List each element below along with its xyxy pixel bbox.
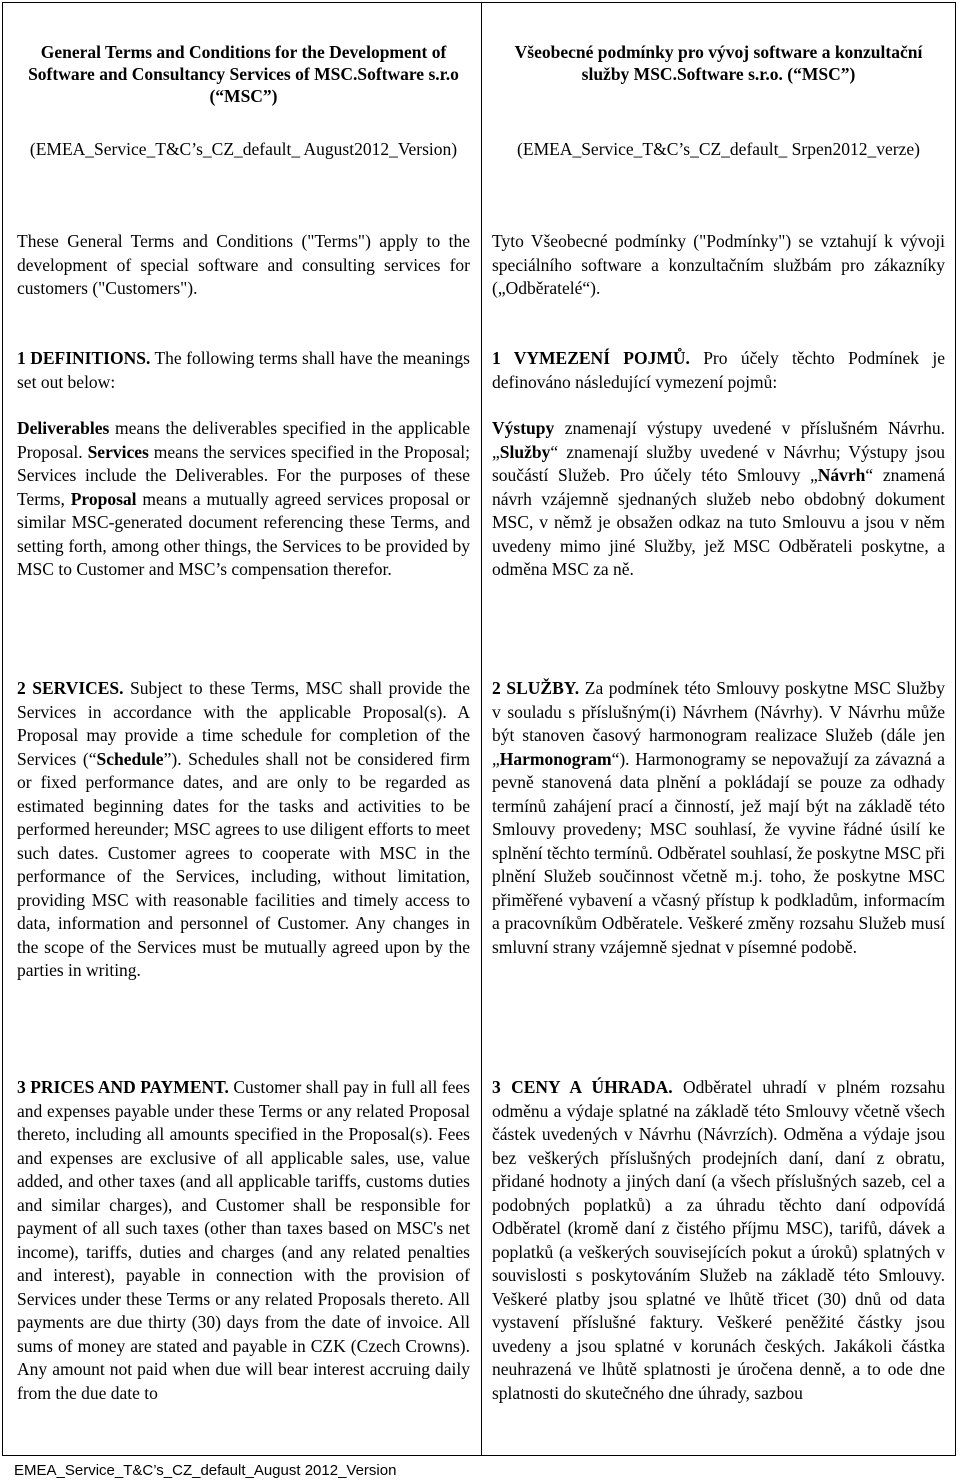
- term: Proposal: [70, 488, 137, 509]
- english-section-1-definitions: [17, 417, 470, 582]
- term: Services: [87, 441, 149, 462]
- term: Návrh: [817, 465, 866, 485]
- definition-text: znamenají výstupy uvedené v příslušném Návrhu. „: [492, 418, 945, 462]
- english-version: (EMEA_Service_T&C’s_CZ_default_ August2012_Version): [29, 139, 458, 159]
- definition-text: means the deliverables specified in the applicable Proposal.: [17, 418, 470, 462]
- czech-section-3: [492, 1076, 945, 1405]
- section-title: 3 PRICES AND PAYMENT.: [17, 1077, 229, 1097]
- english-section-3: [17, 1076, 470, 1405]
- definition-text: “ znamená návrh vzájemně sjednaných služeb nebo obdobný dokument MSC, v němž je obsažen odkaz na tuto Smlouvu a jsou v něm uvedeny mimo jiné Služby, jež MSC Odběrateli poskytne, a odměna MSC za ně.: [492, 465, 945, 579]
- czech-intro: Tyto Všeobecné podmínky ("Podmínky") se vztahují k vývoji speciálního software a konzultačním službám pro zákazníky („Odběratelé“).: [492, 231, 945, 298]
- term: Výstupy: [492, 418, 555, 438]
- english-intro: These General Terms and Conditions ("Terms") apply to the development of special software and consulting services for customers ("Customers").: [17, 231, 470, 298]
- section-text: Pro účely těchto Podmínek je definováno následující vymezení pojmů:: [492, 348, 945, 392]
- czech-title: Všeobecné podmínky pro vývoj software a konzultační služby MSC.Software s.r.o. (“MSC”): [514, 42, 923, 84]
- term: Služby: [499, 441, 551, 462]
- definition-text: means the services specified in the Proposal; Services include the Deliverables. For the purposes of these Terms,: [17, 441, 471, 509]
- czech-section-1-definitions: [492, 417, 945, 582]
- section-title: 3 CENY A ÚHRADA.: [492, 1077, 673, 1097]
- section-title: 1 VYMEZENÍ POJMŮ.: [492, 348, 690, 368]
- section-text: “). Harmonogramy se nepovažují za závazná a pevně stanovená data plnění a pokládají se pouze za odhady termínů zahájení prací a činností, jež mají být na základě této Smlouvy provedeny; MSC souhlasí, že vyvine řádné úsilí ke splnění těchto termínů. Odběratel souhlasí, že poskytne MSC při plnění Služeb součinnost včetně m.j. toho, že poskytne MSC přiměřené vybavení a včasný přístup k podkladům, informacím a pracovníkům Odběratele. Veškeré změny rozsahu Služeb musí smluvní strany vzájemně sjednat v písemné podobě.: [492, 748, 945, 957]
- section-text: The following terms shall have the meanings set out below:: [17, 348, 470, 392]
- term: Deliverables: [17, 418, 110, 438]
- section-text: Za podmínek této Smlouvy poskytne MSC Služby v souladu s příslušným(i) Návrhem (Návrhy). V Návrhu může být stanoven časový harmonogram realizace Služeb (dále jen „: [492, 678, 946, 769]
- document-frame: [2, 2, 956, 1456]
- definition-text: “ znamenají služby uvedené v Návrhu; Výstupy jsou součástí Služeb. Pro účely této Smlouvy „: [492, 441, 945, 485]
- section-text: ”). Schedules shall not be considered firm or fixed performance dates, and are only to be regarded as estimated beginning dates for the tasks and activities to be performed hereunder; MSC agrees to use diligent efforts to meet such dates. Customer agrees to cooperate with MSC in the performance of the Services, including, without limitation, providing MSC with reasonable facilities and timely access to data, information and personnel of Customer. Any changes in the scope of the Services must be mutually agreed upon by the parties in writing.: [17, 748, 470, 980]
- section-text: Subject to these Terms, MSC shall provide the Services in accordance with the applicable Proposal(s). A Proposal may provide a time schedule for completion of the Services (“: [17, 678, 470, 769]
- section-title: 1 DEFINITIONS.: [17, 348, 151, 368]
- section-text: Odběratel uhradí v plném rozsahu odměnu a výdaje splatné na základě této Smlouvy včetně všech částek uvedených v Návrhu (Návrzích). Odměna a výdaje jsou bez veškerých příslušných prodejních daní, daní z obratu, přidané hodnoty a jiných daní (a všech příslušných sazeb, cel a podobných poplatků) a za úhradu těchto daní odpovídá Odběratel (kromě daní z čistého příjmu MSC), tarifů, dávek a poplatků (a veškerých souvisejících pokut a úroků) splatných v souvislosti s poskytováním Služeb na základě této Smlouvy. Veškeré platby jsou splatné ve lhůtě třicet (30) dnů od data vystavení příslušné faktury. Veškeré peněžité částky jsou uvedeny a jsou splatné v korunách českých. Jakákoli částka neuhrazená ve lhůtě splatnosti je úročena denně, a to ode dne splatnosti do skutečného dne úhrady, sazbou: [492, 1077, 945, 1403]
- section-title: 2 SERVICES.: [17, 678, 124, 698]
- footer-version: EMEA_Service_T&C’s_CZ_default_August 2012_Version: [14, 1462, 397, 1479]
- czech-version: (EMEA_Service_T&C’s_CZ_default_ Srpen2012_verze): [517, 139, 920, 159]
- czech-section-1-heading: [492, 347, 945, 394]
- section-text: Customer shall pay in full all fees and expenses payable under these Terms or any related Proposal thereto, including all amounts specified in the Proposal(s). Fees and expenses are exclusive of all applicable sales, use, value added, and other taxes (and all applicable tariffs, customs duties and similar charges), and Customer shall be responsible for payment of all such taxes (other than taxes based on MSC's net income), tariffs, duties and charges (and any related penalties and interest), payable in connection with the provision of Services under these Terms or any related Proposals thereto. All payments are due thirty (30) days from the date of invoice. All sums of money are stated and payable in CZK (Czech Crowns). Any amount not paid when due will bear interest accruing daily from the due date to: [17, 1077, 470, 1403]
- czech-section-2: [492, 677, 945, 959]
- english-title: General Terms and Conditions for the Development of Software and Consultancy Services of MSC.Software s.r.o (“MSC”): [28, 42, 459, 106]
- term: Schedule: [96, 748, 164, 769]
- definition-text: means a mutually agreed services proposal or similar MSC-generated document referencing these Terms, and setting forth, among other things, the Services to be provided by MSC to Customer and MSC’s compensation therefor.: [17, 488, 470, 579]
- section-title: 2 SLUŽBY.: [492, 678, 580, 698]
- term: Harmonogram: [499, 748, 612, 769]
- column-divider: [481, 3, 482, 1455]
- english-section-2: [17, 677, 470, 983]
- english-section-1-heading: [17, 347, 470, 394]
